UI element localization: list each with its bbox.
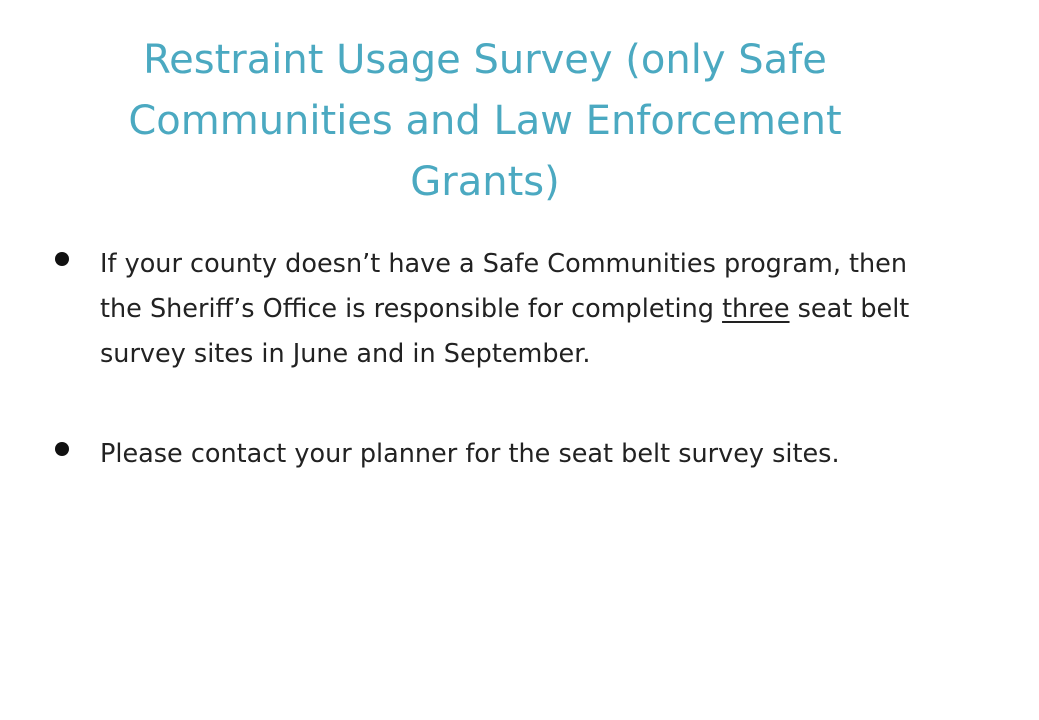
bullet-text-before: If your county doesn’t have a Safe Communities program, then the Sheriff’s Office is responsible for completing xyxy=(100,249,908,324)
bullet-dot-icon xyxy=(55,442,69,456)
bullet-underlined-word: three xyxy=(722,294,790,324)
slide-title: Restraint Usage Survey (only Safe Communities and Law Enforcement Grants) xyxy=(128,37,842,205)
bullet-text: Please contact your planner for the seat belt survey sites. xyxy=(100,439,840,469)
bullet-dot-icon xyxy=(55,252,69,266)
bullet-list xyxy=(55,242,935,477)
bullet-item-2 xyxy=(55,432,935,477)
bullet-item-1 xyxy=(55,242,935,377)
bullet-text-after: seat belt survey sites in June and in September. xyxy=(100,294,910,369)
